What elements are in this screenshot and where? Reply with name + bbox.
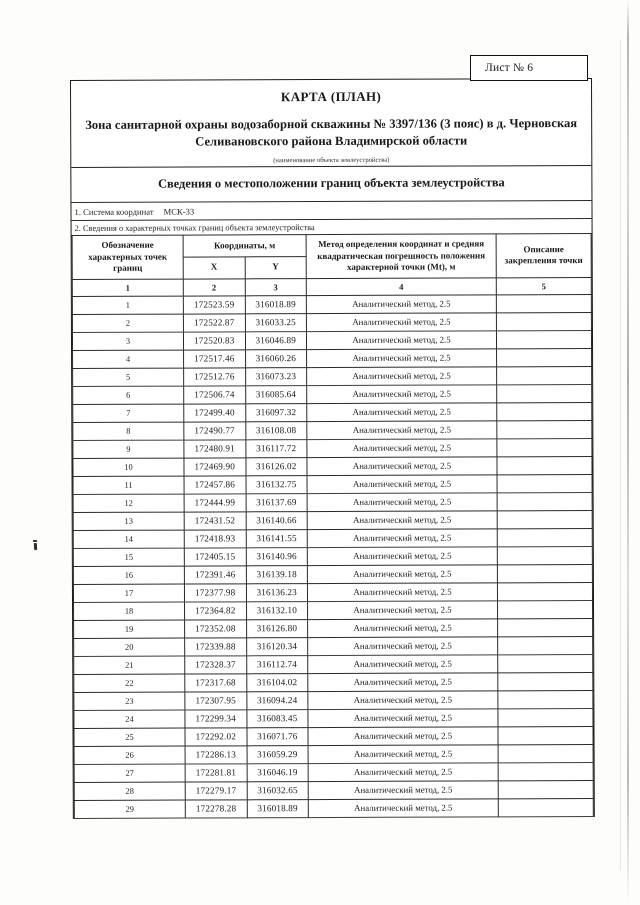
cell-point-number: 21 xyxy=(74,656,185,674)
cell-coordinate-x: 172307.95 xyxy=(185,691,247,709)
cell-coordinate-x: 172279.17 xyxy=(185,781,247,799)
table-row xyxy=(74,690,593,710)
cell-coordinate-y: 316140.66 xyxy=(246,511,308,529)
table-row xyxy=(73,420,592,440)
cell-description xyxy=(498,600,593,618)
cell-description xyxy=(497,546,592,564)
table-row xyxy=(74,636,593,656)
cell-point-number: 8 xyxy=(73,422,184,440)
cell-coordinate-x: 172522.87 xyxy=(183,313,245,331)
cell-coordinate-y: 316032.65 xyxy=(247,781,309,799)
cell-method: Аналитический метод, 2.5 xyxy=(307,366,497,385)
cell-point-number: 17 xyxy=(73,584,184,602)
table-row xyxy=(72,294,591,314)
cell-method: Аналитический метод, 2.5 xyxy=(307,474,497,493)
cell-method: Аналитический метод, 2.5 xyxy=(308,708,498,727)
cell-description xyxy=(497,366,592,384)
cell-method: Аналитический метод, 2.5 xyxy=(307,348,497,367)
cell-description xyxy=(497,528,592,546)
table-row xyxy=(73,528,592,548)
cell-description xyxy=(497,582,592,600)
cell-coordinate-y: 316073.23 xyxy=(245,367,307,385)
cell-method: Аналитический метод, 2.5 xyxy=(306,330,496,349)
cell-coordinate-x: 172517.46 xyxy=(184,349,246,367)
table-row xyxy=(73,438,592,458)
cell-description xyxy=(497,420,592,438)
cell-point-number: 23 xyxy=(74,692,185,710)
table-row xyxy=(74,780,593,800)
sheet-number-label: Лист № 6 xyxy=(485,62,534,74)
cell-description xyxy=(498,744,593,762)
cell-point-number: 11 xyxy=(73,476,184,494)
table-row xyxy=(74,744,593,764)
cell-point-number: 15 xyxy=(73,548,184,566)
cell-point-number: 22 xyxy=(74,674,185,692)
cell-coordinate-y: 316085.64 xyxy=(245,385,307,403)
cell-description xyxy=(497,564,592,582)
cell-coordinate-y: 316136.23 xyxy=(246,583,308,601)
cell-description xyxy=(498,780,593,798)
scan-page-edge-artifact-secondary xyxy=(620,40,621,870)
cell-coordinate-y: 316060.26 xyxy=(245,349,307,367)
cell-point-number: 7 xyxy=(73,404,184,422)
table-row xyxy=(73,492,592,512)
cell-description xyxy=(498,654,593,672)
points-section-line: 2. Сведения о характерных точках границ объекта землеустройства xyxy=(72,218,592,235)
cell-point-number: 4 xyxy=(73,350,184,368)
cell-method: Аналитический метод, 2.5 xyxy=(307,384,497,403)
cell-point-number: 1 xyxy=(72,296,183,314)
cell-description xyxy=(497,402,592,420)
title-block xyxy=(71,79,591,155)
scan-page-edge-artifact xyxy=(627,0,629,905)
cell-coordinate-y: 316108.08 xyxy=(245,421,307,439)
cell-coordinate-y: 316046.89 xyxy=(245,331,307,349)
scan-speck-artifact-secondary xyxy=(33,540,37,542)
column-number-4: 4 xyxy=(306,277,496,295)
table-row xyxy=(73,384,592,404)
cell-description xyxy=(498,798,593,816)
cell-method: Аналитический метод, 2.5 xyxy=(307,582,497,601)
table-row xyxy=(73,348,592,368)
cell-coordinate-y: 316141.55 xyxy=(246,529,308,547)
cell-description xyxy=(496,312,591,330)
cell-point-number: 28 xyxy=(74,782,185,800)
cell-coordinate-y: 316097.32 xyxy=(245,403,307,421)
cell-description xyxy=(498,690,593,708)
header-description: Описание закрепления точки xyxy=(496,234,591,278)
header-coordinates-group: Координаты, м xyxy=(183,235,306,257)
cell-description xyxy=(497,456,592,474)
cell-coordinate-y: 316083.45 xyxy=(246,709,308,727)
cell-method: Аналитический метод, 2.5 xyxy=(307,492,497,511)
cell-coordinate-x: 172292.02 xyxy=(185,727,247,745)
cell-point-number: 10 xyxy=(73,458,184,476)
cell-point-number: 3 xyxy=(72,332,183,350)
cell-description xyxy=(497,492,592,510)
cell-coordinate-y: 316059.29 xyxy=(247,745,309,763)
cell-method: Аналитический метод, 2.5 xyxy=(308,798,498,817)
cell-coordinate-x: 172364.82 xyxy=(185,601,247,619)
table-row xyxy=(74,672,593,692)
table-row xyxy=(72,330,591,350)
cell-coordinate-x: 172499.40 xyxy=(184,403,246,421)
cell-description xyxy=(497,510,592,528)
cell-method: Аналитический метод, 2.5 xyxy=(308,636,498,655)
cell-coordinate-y: 316132.75 xyxy=(246,475,308,493)
header-method: Метод определения координат и средняя квадратическая погрешность положения характерной точки (Мt), м xyxy=(306,234,496,278)
cell-point-number: 20 xyxy=(74,638,185,656)
cell-point-number: 19 xyxy=(74,620,185,638)
column-number-row xyxy=(72,277,591,296)
cell-description xyxy=(498,708,593,726)
table-row xyxy=(74,762,593,782)
section-heading: Сведения о местоположении границ объекта землеустройства xyxy=(158,175,505,191)
cell-point-number: 5 xyxy=(73,368,184,386)
cell-point-number: 27 xyxy=(74,764,185,782)
table-row xyxy=(74,654,593,674)
cell-description xyxy=(498,636,593,654)
cell-method: Аналитический метод, 2.5 xyxy=(307,564,497,583)
cell-coordinate-x: 172391.46 xyxy=(184,565,246,583)
cell-coordinate-x: 172339.88 xyxy=(185,637,247,655)
cell-coordinate-x: 172444.99 xyxy=(184,493,246,511)
cell-point-number: 29 xyxy=(74,800,185,818)
cell-coordinate-y: 316071.76 xyxy=(246,727,308,745)
column-number-3: 3 xyxy=(245,278,307,295)
object-name: Зона санитарной охраны водозаборной скважины № 3397/136 (3 пояс) в д. Черновская Селивановского района Владимирской области xyxy=(85,116,578,149)
scan-speck-artifact xyxy=(34,543,37,550)
cell-coordinate-y: 316137.69 xyxy=(246,493,308,511)
cell-coordinate-y: 316117.72 xyxy=(245,439,307,457)
cell-coordinate-y: 316139.18 xyxy=(246,565,308,583)
cell-point-number: 13 xyxy=(73,512,184,530)
cell-coordinate-y: 316132.10 xyxy=(246,601,308,619)
cell-method: Аналитический метод, 2.5 xyxy=(307,546,497,565)
cell-method: Аналитический метод, 2.5 xyxy=(307,438,497,457)
cell-method: Аналитический метод, 2.5 xyxy=(308,600,498,619)
column-number-1: 1 xyxy=(72,279,183,296)
coordinates-table xyxy=(72,233,594,819)
cell-point-number: 12 xyxy=(73,494,184,512)
cell-point-number: 9 xyxy=(73,440,184,458)
cell-description xyxy=(497,474,592,492)
cell-method: Аналитический метод, 2.5 xyxy=(308,726,498,745)
header-x: X xyxy=(183,257,245,279)
coordinate-system-value: МСК-33 xyxy=(163,206,195,217)
table-row xyxy=(74,798,593,818)
table-row xyxy=(73,564,592,584)
cell-description xyxy=(498,726,593,744)
cell-coordinate-x: 172457.86 xyxy=(184,475,246,493)
header-point-designation: Обозначение характерных точек границ xyxy=(72,235,183,279)
cell-coordinate-x: 172480.91 xyxy=(184,439,246,457)
column-number-5: 5 xyxy=(496,277,591,294)
cell-coordinate-x: 172520.83 xyxy=(183,331,245,349)
cell-coordinate-y: 316104.02 xyxy=(246,673,308,691)
cell-description xyxy=(498,618,593,636)
table-row xyxy=(73,582,592,602)
cell-method: Аналитический метод, 2.5 xyxy=(307,402,497,421)
cell-coordinate-y: 316018.89 xyxy=(247,799,309,817)
cell-method: Аналитический метод, 2.5 xyxy=(308,744,498,763)
cell-method: Аналитический метод, 2.5 xyxy=(308,654,498,673)
table-row xyxy=(74,726,593,746)
cell-point-number: 18 xyxy=(74,602,185,620)
table-row xyxy=(73,510,592,530)
table-row xyxy=(73,456,592,476)
cell-coordinate-x: 172405.15 xyxy=(184,547,246,565)
cell-coordinate-x: 172286.13 xyxy=(185,745,247,763)
cell-coordinate-x: 172506.74 xyxy=(184,385,246,403)
sheet-number-box xyxy=(470,55,588,81)
cell-point-number: 26 xyxy=(74,746,185,764)
cell-method: Аналитический метод, 2.5 xyxy=(308,780,498,799)
cell-coordinate-y: 316126.80 xyxy=(246,619,308,637)
table-row xyxy=(72,312,591,332)
table-row xyxy=(74,600,593,620)
cell-method: Аналитический метод, 2.5 xyxy=(307,510,497,529)
cell-coordinate-x: 172328.37 xyxy=(185,655,247,673)
cell-description xyxy=(496,294,591,312)
cell-method: Аналитический метод, 2.5 xyxy=(308,762,498,781)
cell-description xyxy=(498,762,593,780)
cell-coordinate-x: 172377.98 xyxy=(184,583,246,601)
table-header-row xyxy=(72,234,591,258)
cell-coordinate-y: 316094.24 xyxy=(246,691,308,709)
document-frame xyxy=(70,78,595,819)
cell-method: Аналитический метод, 2.5 xyxy=(307,456,497,475)
cell-coordinate-x: 172281.81 xyxy=(185,763,247,781)
cell-coordinate-x: 172490.77 xyxy=(184,421,246,439)
coordinates-table-head xyxy=(72,234,591,280)
cell-coordinate-x: 172512.76 xyxy=(184,367,246,385)
cell-coordinate-x: 172523.59 xyxy=(183,295,245,313)
table-row xyxy=(73,366,592,386)
cell-method: Аналитический метод, 2.5 xyxy=(306,294,496,313)
cell-coordinate-y: 316126.02 xyxy=(245,457,307,475)
cell-method: Аналитический метод, 2.5 xyxy=(306,312,496,331)
coordinate-system-label: 1. Система координат xyxy=(74,206,154,217)
cell-point-number: 25 xyxy=(74,728,185,746)
table-row xyxy=(73,474,592,494)
cell-method: Аналитический метод, 2.5 xyxy=(308,672,498,691)
cell-point-number: 6 xyxy=(73,386,184,404)
cell-description xyxy=(497,384,592,402)
cell-coordinate-y: 316120.34 xyxy=(246,637,308,655)
cell-coordinate-y: 316046.19 xyxy=(247,763,309,781)
cell-point-number: 14 xyxy=(73,530,184,548)
coordinates-table-body xyxy=(72,277,593,818)
table-row xyxy=(73,402,592,422)
table-row xyxy=(73,546,592,566)
cell-method: Аналитический метод, 2.5 xyxy=(308,690,498,709)
cell-coordinate-x: 172278.28 xyxy=(185,799,247,817)
cell-method: Аналитический метод, 2.5 xyxy=(307,528,497,547)
column-number-2: 2 xyxy=(183,278,245,295)
cell-description xyxy=(497,438,592,456)
cell-description xyxy=(498,672,593,690)
cell-description xyxy=(496,330,591,348)
cell-point-number: 16 xyxy=(73,566,184,584)
cell-method: Аналитический метод, 2.5 xyxy=(307,420,497,439)
cell-coordinate-x: 172418.93 xyxy=(184,529,246,547)
cell-coordinate-x: 172469.90 xyxy=(184,457,246,475)
cell-point-number: 24 xyxy=(74,710,185,728)
cell-coordinate-y: 316033.25 xyxy=(245,313,307,331)
cell-coordinate-y: 316140.96 xyxy=(246,547,308,565)
cell-coordinate-x: 172317.68 xyxy=(185,673,247,691)
table-row xyxy=(74,618,593,638)
document-title: КАРТА (ПЛАН) xyxy=(280,88,382,105)
cell-method: Аналитический метод, 2.5 xyxy=(308,618,498,637)
coordinate-system-line xyxy=(71,200,591,220)
cell-coordinate-y: 316018.89 xyxy=(245,295,307,313)
cell-description xyxy=(497,348,592,366)
cell-coordinate-x: 172299.34 xyxy=(185,709,247,727)
cell-coordinate-x: 172352.08 xyxy=(185,619,247,637)
cell-point-number: 2 xyxy=(72,314,183,332)
cell-coordinate-y: 316112.74 xyxy=(246,655,308,673)
object-name-caption: (наименование объекта землеустройства) xyxy=(273,156,390,165)
cell-coordinate-x: 172431.52 xyxy=(184,511,246,529)
table-row xyxy=(74,708,593,728)
header-y: Y xyxy=(245,256,307,278)
